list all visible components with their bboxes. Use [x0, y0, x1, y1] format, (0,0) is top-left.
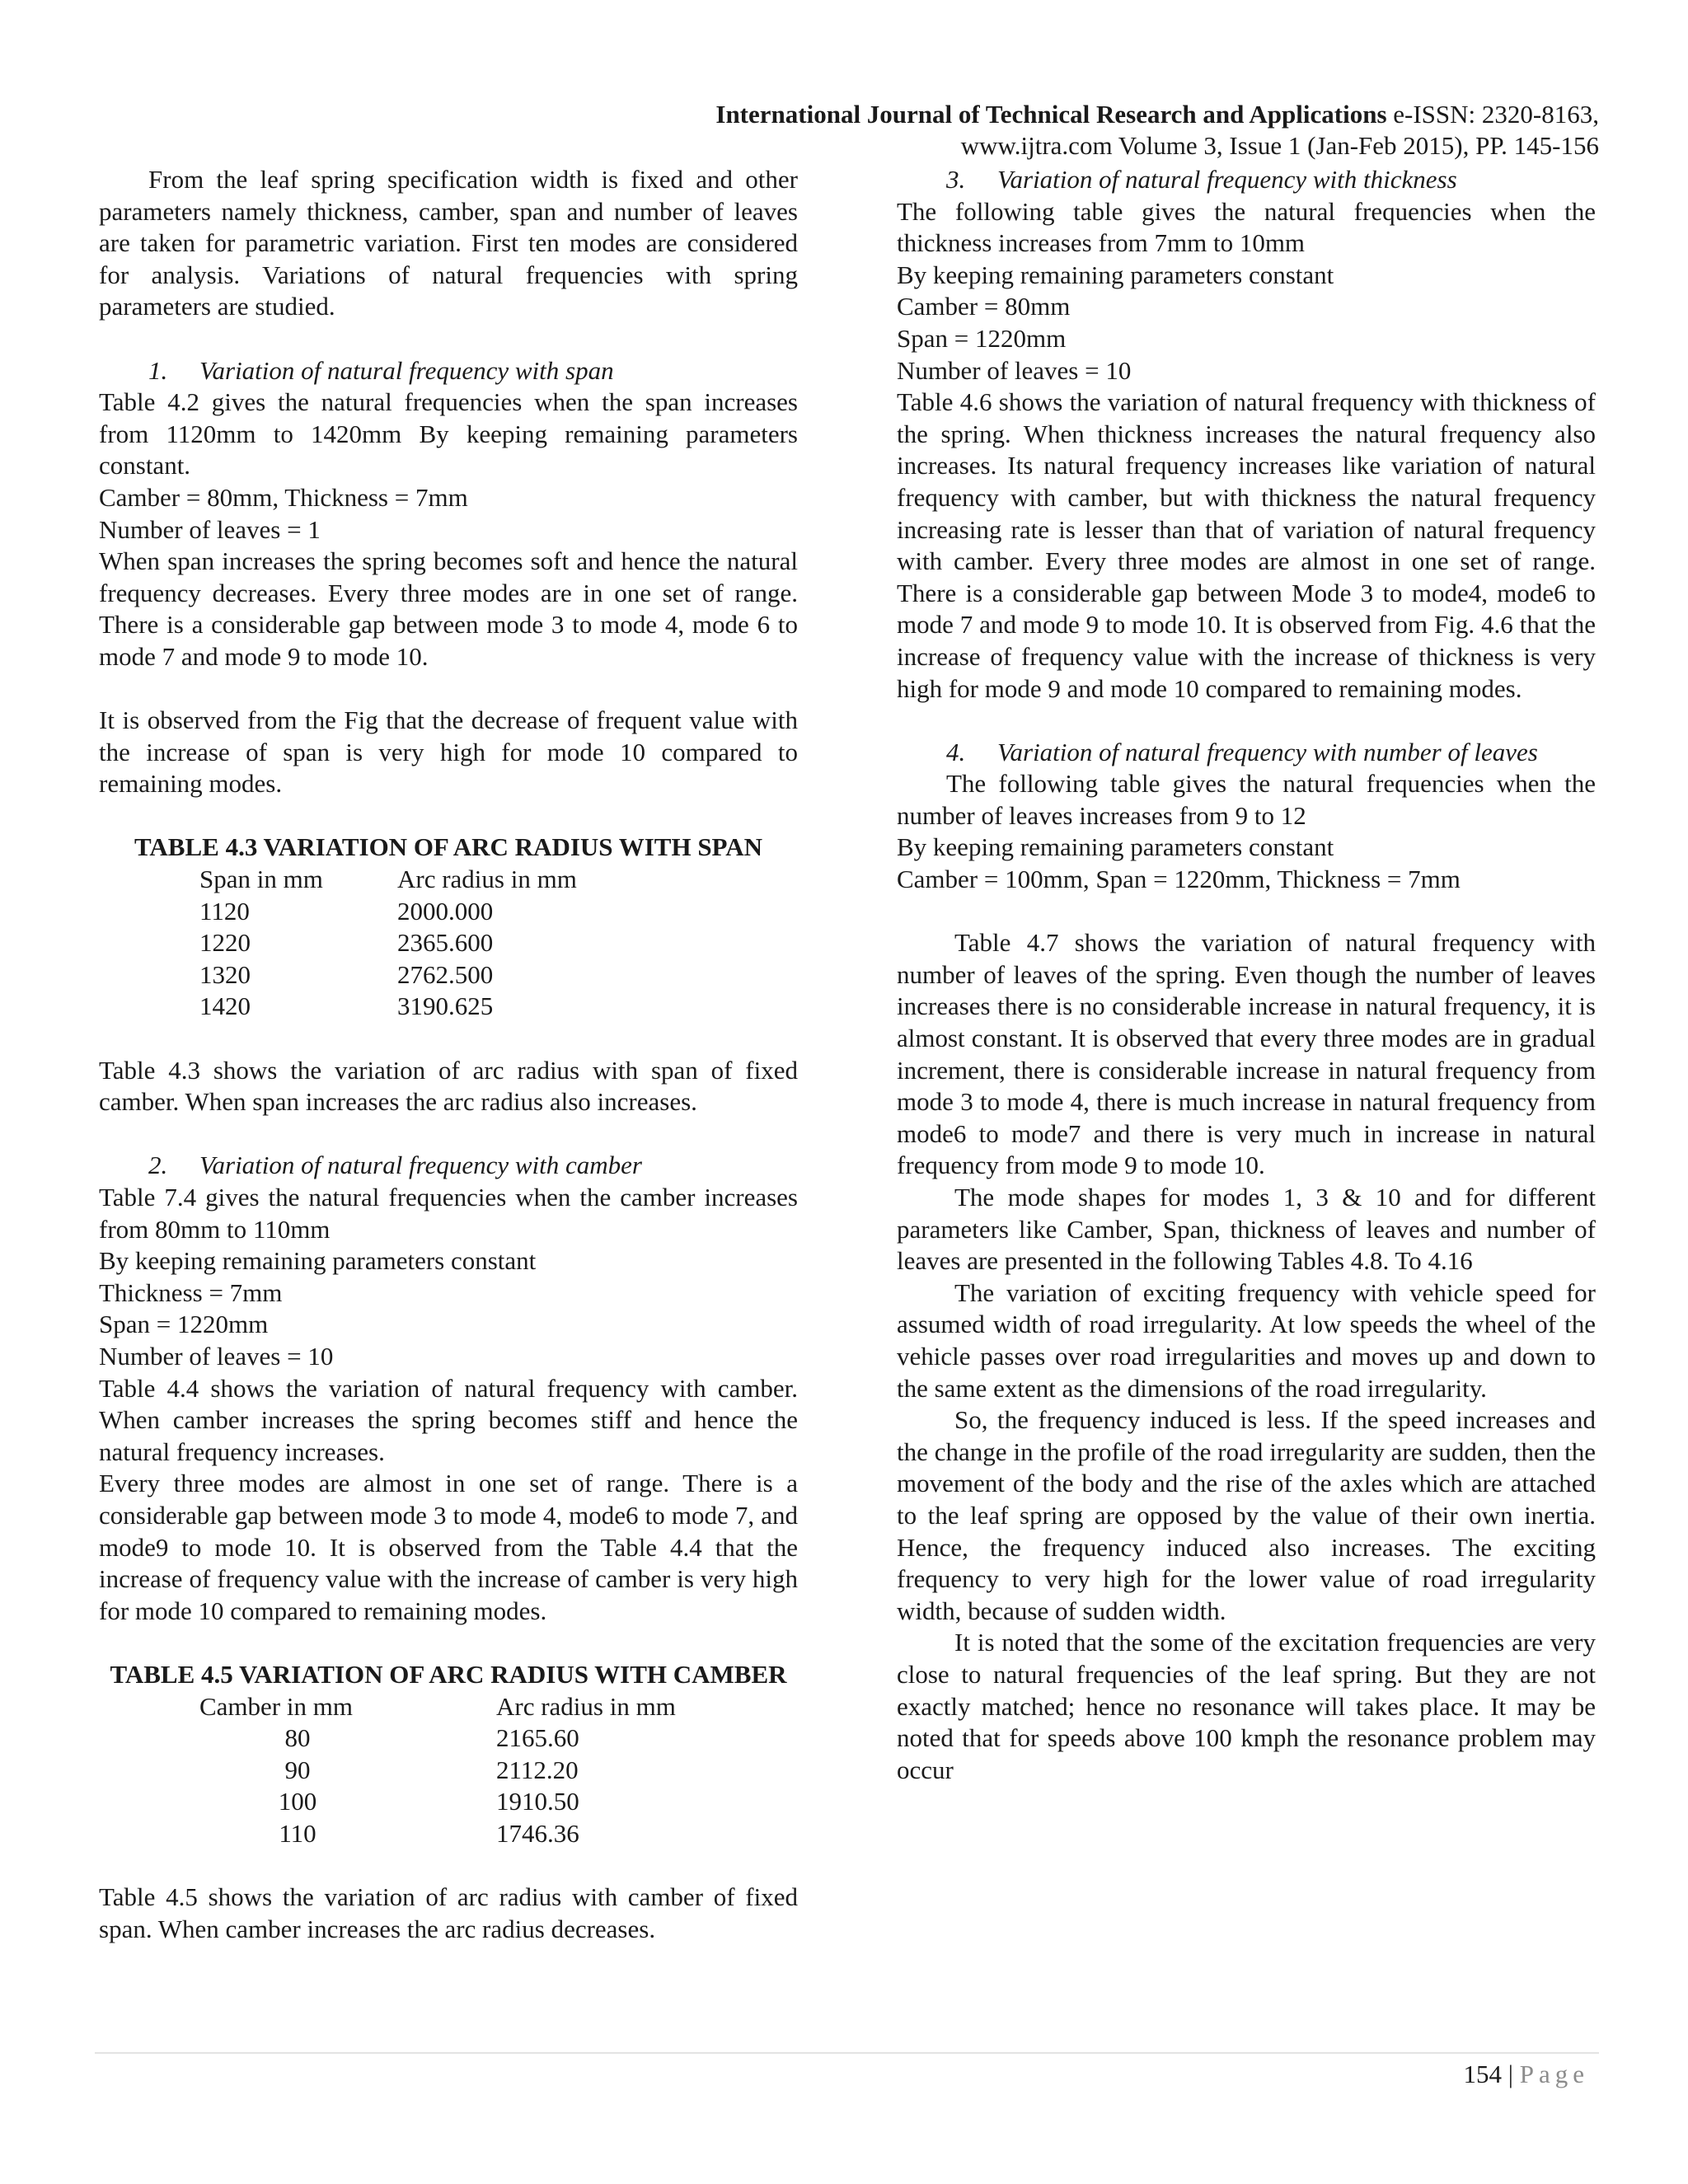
paragraph: The variation of exciting frequency with vehicle speed for assumed width of road irregularity. At low speeds the wheel of the vehicle passes over road irregularities and moves up and down to the same extent as the dimensions of the road irregularity.	[897, 1277, 1596, 1403]
footer-divider	[95, 2052, 1599, 2054]
parameter-line: By keeping remaining parameters constant	[897, 832, 1334, 862]
parameter-line: Camber = 80mm, Thickness = 7mm	[99, 482, 468, 512]
section-heading-camber: 2. Variation of natural frequency with camber	[148, 1151, 642, 1180]
section-heading-leaves: 4. Variation of natural frequency with number of leaves	[946, 737, 1538, 766]
paragraph: When span increases the spring becomes soft and hence the natural frequency decreases. Every three modes are in one set of range. There is a considerable gap between mode 3 to mode 4, mode 6 to mode 7 and mode 9 to mode 10.	[99, 546, 798, 671]
parameter-line: By keeping remaining parameters constant	[99, 1246, 537, 1276]
parameter-line: Number of leaves = 1	[99, 514, 321, 544]
table-caption: TABLE 4.5 VARIATION OF ARC RADIUS WITH CAMBER	[110, 1659, 787, 1689]
paragraph: Table 4.6 shows the variation of natural frequency with thickness of the spring. When thickness increases the natural frequency also increases. Its natural frequency increases like variation of natural frequency with camber, but with thickness the natural frequency increasing rate is lesser than that of variation of natural frequency with camber. Every three modes are almost in one set of range. There is a considerable gap between Mode 3 to mode4, mode6 to mode 7 and mode 9 to mode 10. It is observed from Fig. 4.6 that the increase of frequency value with the increase of thickness is very high for mode 9 and mode 10 compared to remaining modes.	[897, 387, 1596, 703]
paragraph: Every three modes are almost in one set of range. There is a considerable gap between mode 3 to mode 4, mode6 to mode 7, and mode9 to mode 10. It is observed from the Table 4.4 that the increase of frequency value with the increase of camber is very high for mode 10 compared to remaining modes.	[99, 1469, 798, 1625]
table-row: 1420 3190.625	[199, 991, 494, 1021]
paragraph: The following table gives the natural frequencies when the thickness increases from 7mm to 10mm	[897, 196, 1596, 258]
table-arc-radius-span	[99, 864, 798, 1023]
parameter-line: Camber = 80mm	[897, 292, 1071, 321]
parameter-line: Span = 1220mm	[99, 1310, 269, 1339]
intro-paragraph: From the leaf spring specification width is fixed and other parameters namely thickness, camber, span and number of leaves are taken for parametric variation. First ten modes are considered for analysis. Variations of natural frequencies with spring parameters are studied.	[99, 165, 798, 321]
running-header-journal	[633, 99, 1599, 130]
parameter-line: Span = 1220mm	[897, 323, 1067, 353]
section-heading-thickness: 3. Variation of natural frequency with thickness	[946, 165, 1457, 194]
paragraph: Table 4.3 shows the variation of arc radius with span of fixed camber. When span increases the arc radius also increases.	[99, 1055, 798, 1117]
page-label: Page	[1519, 2060, 1589, 2088]
page-number-separator: |	[1502, 2060, 1520, 2088]
paragraph: Table 4.7 shows the variation of natural frequency with number of leaves of the spring. Even though the number of leaves increases there is no considerable increase in natural frequency, it is almost constant. It is observed that every three modes are in gradual increment, there is considerable increase in natural frequency from mode 3 to mode 4, there is much increase in natural frequency from mode6 to mode7 and there is very much in increase in natural frequency from mode 9 to mode 10.	[897, 928, 1596, 1180]
journal-title: International Journal of Technical Research and Applications	[715, 100, 1387, 129]
paragraph: Table 4.5 shows the variation of arc radius with camber of fixed span. When camber increases the arc radius decreases.	[99, 1882, 798, 1943]
paragraph: The following table gives the natural frequencies when the number of leaves increases from 9 to 12	[897, 769, 1596, 830]
paragraph: Table 7.4 gives the natural frequencies when the camber increases from 80mm to 110mm	[99, 1183, 798, 1244]
paragraph: So, the frequency induced is less. If the speed increases and the change in the profile of the road irregularity are sudden, then the movement of the body and the rise of the axles which are attached to the leaf spring are opposed by the value of their own inertia. Hence, the frequency induced also increases. The exciting frequency to very high for the lower value of road irregularity width, because of sudden width.	[897, 1405, 1596, 1625]
parameter-line: Camber = 100mm, Span = 1220mm, Thickness = 7mm	[897, 865, 1461, 894]
running-header-issue: www.ijtra.com Volume 3, Issue 1 (Jan-Feb 2015), PP. 145-156	[960, 131, 1599, 160]
table-row: 1120 2000.000	[199, 896, 494, 926]
table-row: 110 1746.36	[279, 1818, 579, 1848]
table-header-row: Camber in mm Arc radius in mm	[199, 1691, 676, 1721]
table-row: 1220 2365.600	[199, 928, 494, 958]
table-arc-radius-camber	[99, 1691, 798, 1850]
table-row: 90 2112.20	[284, 1755, 579, 1784]
paragraph: The mode shapes for modes 1, 3 & 10 and for different parameters like Camber, Span, thickness of leaves and number of leaves are presented in the following Tables 4.8. To 4.16	[897, 1183, 1596, 1276]
table-header-row: Span in mm Arc radius in mm	[199, 865, 577, 894]
table-row: 80 2165.60	[284, 1723, 579, 1753]
table-caption: TABLE 4.3 VARIATION OF ARC RADIUS WITH SPAN	[134, 832, 762, 862]
paragraph: It is observed from the Fig that the decrease of frequent value with the increase of span is very high for mode 10 compared to remaining modes.	[99, 705, 798, 799]
right-column	[897, 164, 1596, 1786]
paragraph: Table 4.2 gives the natural frequencies when the span increases from 1120mm to 1420mm By keeping remaining parameters constant.	[99, 387, 798, 480]
page-number-value: 154	[1463, 2060, 1503, 2088]
paragraph: It is noted that the some of the excitation frequencies are very close to natural frequencies of the leaf spring. But they are not exactly matched; hence no resonance will takes place. It may be noted that for speeds above 100 kmph the resonance problem may occur	[897, 1628, 1596, 1784]
table-row: 100 1910.50	[278, 1787, 579, 1816]
parameter-line: Number of leaves = 10	[897, 355, 1132, 385]
parameter-line: Number of leaves = 10	[99, 1341, 334, 1371]
paragraph: Table 4.4 shows the variation of natural frequency with camber. When camber increases the spring becomes stiff and hence the natural frequency increases.	[99, 1373, 798, 1466]
parameter-line: Thickness = 7mm	[99, 1277, 283, 1307]
table-row: 1320 2762.500	[199, 959, 494, 989]
page-number	[1319, 2059, 1589, 2090]
parameter-line: By keeping remaining parameters constant	[897, 260, 1334, 289]
section-heading-span: 1. Variation of natural frequency with span	[148, 355, 614, 385]
left-column	[99, 164, 798, 1945]
journal-issn: e-ISSN: 2320-8163,	[1386, 100, 1599, 129]
